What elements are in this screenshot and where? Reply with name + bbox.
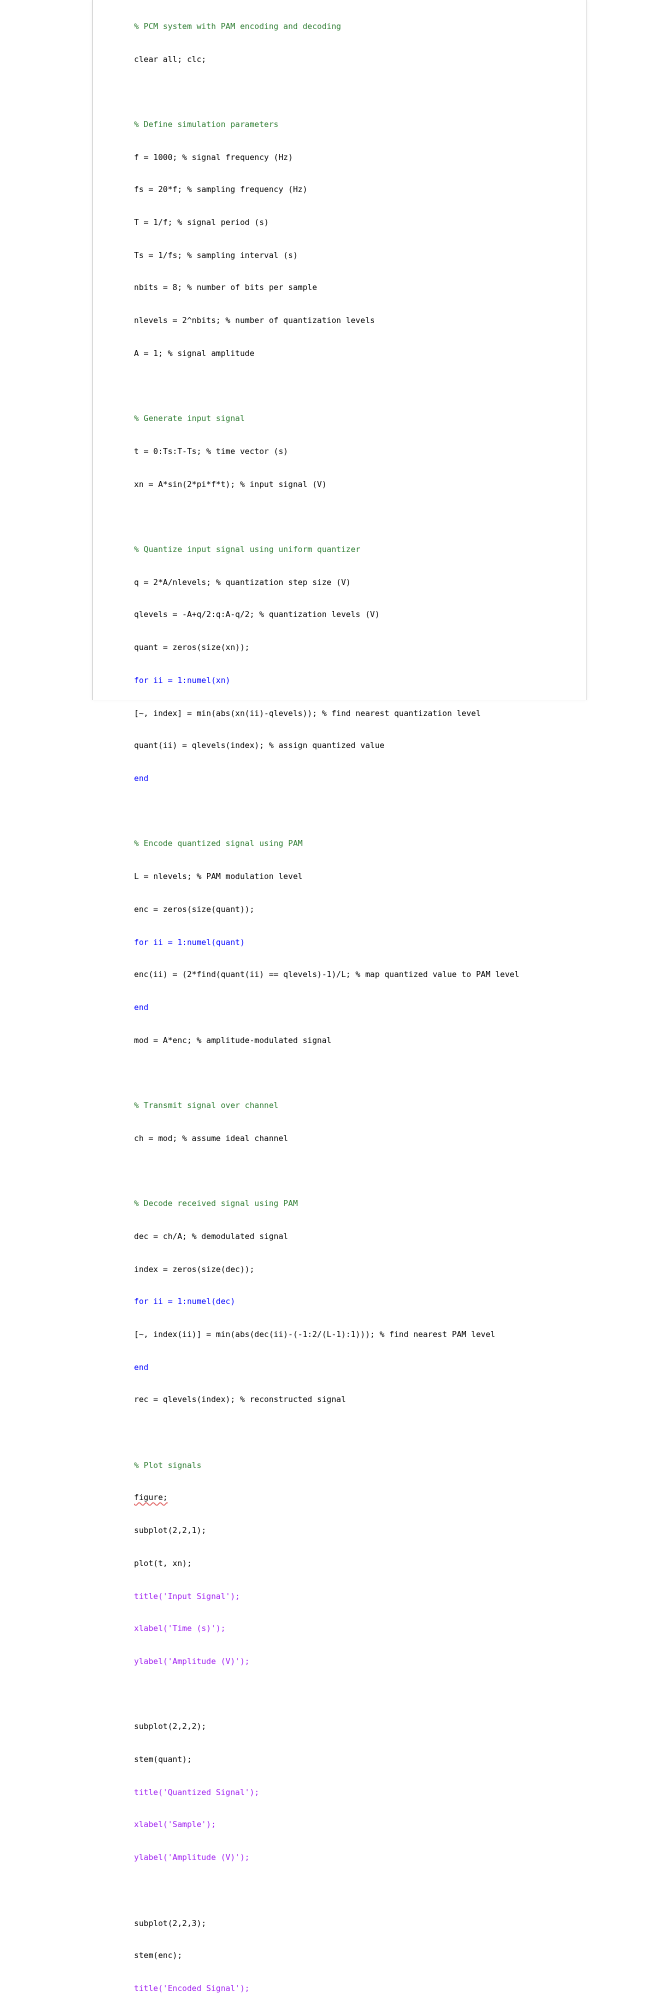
code-text: [~, index] = min(abs(xn(ii)-qlevels)); % find nearest quantization level	[134, 708, 481, 718]
code-line	[134, 55, 579, 66]
code-text: Ts = 1/fs; % sampling interval (s)	[134, 250, 298, 260]
code-text: fs = 20*f; % sampling frequency (Hz)	[134, 185, 308, 195]
blank-line	[134, 1886, 579, 1897]
code-text: stem(quant);	[134, 1755, 192, 1765]
code-line	[134, 1755, 579, 1766]
code-line	[134, 1853, 579, 1864]
code-text: clear all; clc;	[134, 54, 207, 64]
code-text: figure;	[134, 1493, 168, 1503]
code-line	[134, 1657, 579, 1668]
blank-line	[134, 512, 579, 523]
code-line	[134, 480, 579, 491]
code-text: dec = ch/A; % demodulated signal	[134, 1231, 289, 1241]
code-text: mod = A*enc; % amplitude-modulated signal	[134, 1035, 332, 1045]
code-line	[134, 1559, 579, 1570]
code-line	[134, 22, 579, 33]
code-keyword-line: end	[134, 773, 149, 783]
code-comment: % Plot signals	[134, 1460, 202, 1470]
code-line	[134, 1330, 579, 1341]
code-line	[134, 1461, 579, 1472]
code-text: L = nlevels; % PAM modulation level	[134, 872, 303, 882]
code-line	[134, 1624, 579, 1635]
code-line	[134, 938, 579, 949]
code-string-line: xlabel('Sample');	[134, 1820, 216, 1830]
code-text: subplot(2,2,2);	[134, 1722, 207, 1732]
code-line	[134, 1592, 579, 1603]
code-comment: % Generate input signal	[134, 414, 245, 424]
code-text: qlevels = -A+q/2:q:A-q/2; % quantization levels (V)	[134, 610, 380, 620]
code-line	[134, 185, 579, 196]
code-string-line: ylabel('Amplitude (V)');	[134, 1656, 250, 1666]
code-line	[134, 120, 579, 131]
code-text: ch = mod; % assume ideal channel	[134, 1133, 289, 1143]
code-keyword-line: for ii = 1:numel(dec)	[134, 1297, 236, 1307]
code-text: T = 1/f; % signal period (s)	[134, 218, 269, 228]
code-text: f = 1000; % signal frequency (Hz)	[134, 152, 293, 162]
code-line	[134, 1722, 579, 1733]
code-line	[134, 1919, 579, 1930]
code-line	[134, 741, 579, 752]
code-line	[134, 251, 579, 262]
code-line	[134, 545, 579, 556]
code-comment: % PCM system with PAM encoding and decoding	[134, 21, 342, 31]
code-text: xn = A*sin(2*pi*f*t); % input signal (V)	[134, 479, 327, 489]
code-comment: % Define simulation parameters	[134, 119, 279, 129]
code-text: index = zeros(size(dec));	[134, 1264, 255, 1274]
code-keyword-line: for ii = 1:numel(quant)	[134, 937, 245, 947]
code-line	[134, 905, 579, 916]
code-line	[134, 153, 579, 164]
code-comment: % Encode quantized signal using PAM	[134, 839, 303, 849]
code-line	[134, 709, 579, 720]
code-keyword-line: for ii = 1:numel(xn)	[134, 675, 231, 685]
code-text: [~, index(ii)] = min(abs(dec(ii)-(-1:2/(L-1):1))); % find nearest PAM level	[134, 1329, 496, 1339]
code-line	[134, 414, 579, 425]
code-line	[134, 676, 579, 687]
code-comment: % Decode received signal using PAM	[134, 1199, 298, 1209]
code-editor[interactable]	[134, 4, 579, 2006]
code-line	[134, 970, 579, 981]
code-line	[134, 1820, 579, 1831]
code-line	[134, 1493, 579, 1504]
blank-line	[134, 1690, 579, 1701]
code-line	[134, 610, 579, 621]
code-line	[134, 1526, 579, 1537]
code-text: subplot(2,2,1);	[134, 1526, 207, 1536]
code-string-line: ylabel('Amplitude (V)');	[134, 1853, 250, 1863]
blank-line	[134, 87, 579, 98]
code-comment: % Transmit signal over channel	[134, 1101, 279, 1111]
code-line	[134, 578, 579, 589]
code-line	[134, 839, 579, 850]
code-line	[134, 1363, 579, 1374]
code-text: enc(ii) = (2*find(quant(ii) == qlevels)-1)/L; % map quantized value to PAM level	[134, 970, 520, 980]
code-text: plot(t, xn);	[134, 1558, 192, 1568]
code-text: q = 2*A/nlevels; % quantization step size (V)	[134, 577, 351, 587]
code-text: t = 0:Ts:T-Ts; % time vector (s)	[134, 446, 289, 456]
code-line	[134, 1265, 579, 1276]
code-line	[134, 1101, 579, 1112]
code-text: nlevels = 2^nbits; % number of quantization levels	[134, 316, 375, 326]
code-line	[134, 1232, 579, 1243]
code-keyword-line: end	[134, 1362, 149, 1372]
code-text: stem(enc);	[134, 1951, 183, 1961]
code-text: quant(ii) = qlevels(index); % assign quantized value	[134, 741, 385, 751]
code-line	[134, 774, 579, 785]
code-line	[134, 1134, 579, 1145]
code-line	[134, 1395, 579, 1406]
code-line	[134, 1003, 579, 1014]
blank-line	[134, 807, 579, 818]
code-text: rec = qlevels(index); % reconstructed signal	[134, 1395, 346, 1405]
code-text: enc = zeros(size(quant));	[134, 904, 255, 914]
code-line	[134, 1036, 579, 1047]
code-text: A = 1; % signal amplitude	[134, 348, 255, 358]
code-string-line: title('Input Signal');	[134, 1591, 240, 1601]
code-line	[134, 316, 579, 327]
code-line	[134, 447, 579, 458]
code-line	[134, 283, 579, 294]
code-text: subplot(2,2,3);	[134, 1918, 207, 1928]
code-string-line: title('Encoded Signal');	[134, 1984, 250, 1993]
code-line	[134, 1951, 579, 1962]
code-line	[134, 1984, 579, 1995]
code-comment: % Quantize input signal using uniform quantizer	[134, 545, 361, 555]
code-line	[134, 349, 579, 360]
code-line	[134, 643, 579, 654]
code-line	[134, 872, 579, 883]
code-line	[134, 1297, 579, 1308]
code-line	[134, 1788, 579, 1799]
blank-line	[134, 1068, 579, 1079]
blank-line	[134, 1166, 579, 1177]
code-string-line: xlabel('Time (s)');	[134, 1624, 226, 1634]
code-text: quant = zeros(size(xn));	[134, 643, 250, 653]
code-text: nbits = 8; % number of bits per sample	[134, 283, 318, 293]
code-line	[134, 218, 579, 229]
code-line	[134, 1199, 579, 1210]
blank-line	[134, 382, 579, 393]
code-string-line: title('Quantized Signal');	[134, 1787, 260, 1797]
blank-line	[134, 1428, 579, 1439]
code-keyword-line: end	[134, 1002, 149, 1012]
